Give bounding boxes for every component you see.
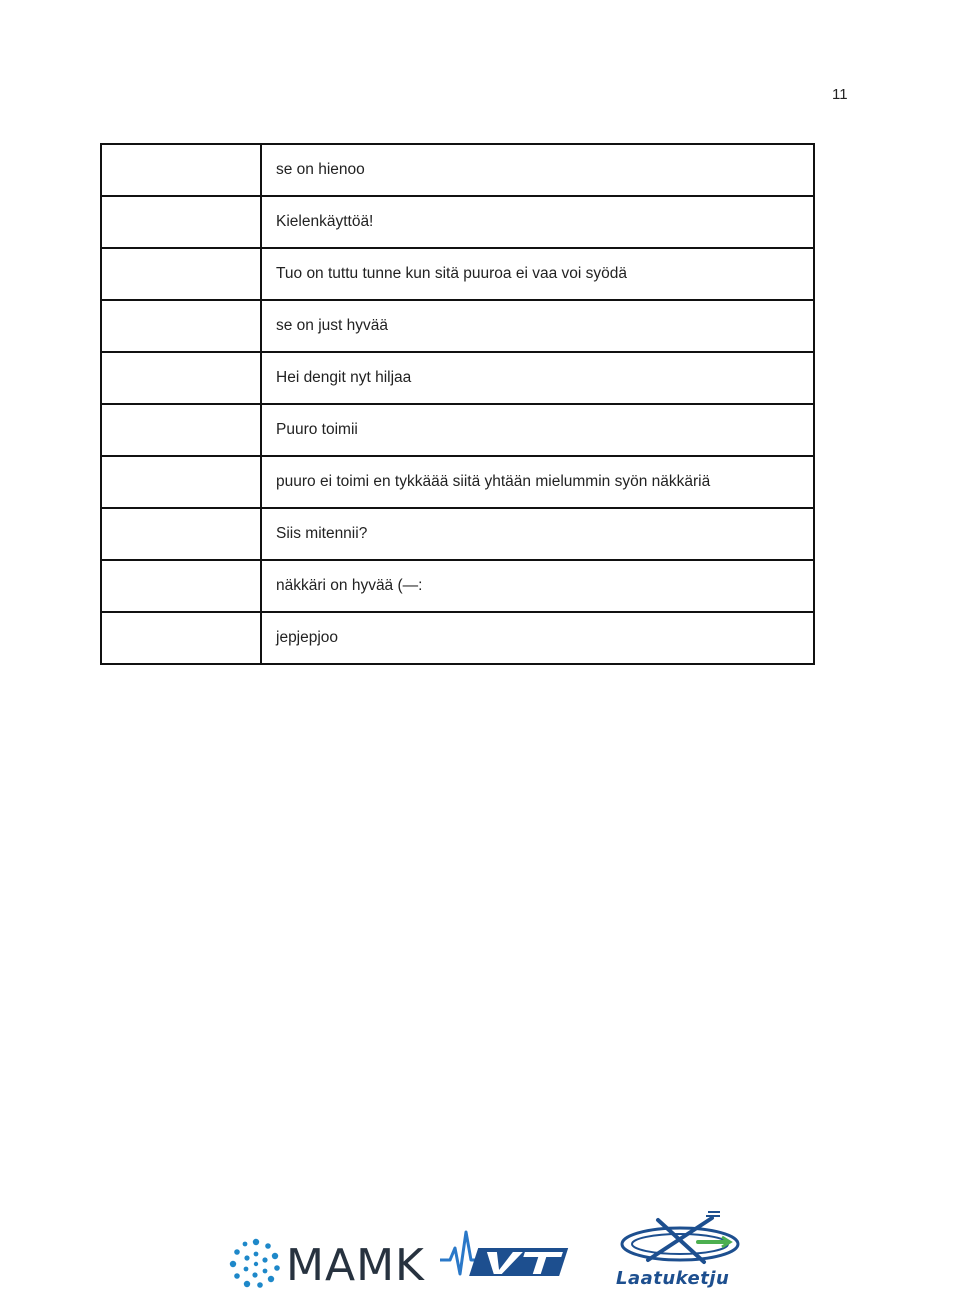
- table-row: [101, 352, 814, 404]
- row-text-cell: Tuo on tuttu tunne kun sitä puuroa ei vaa voi syödä: [261, 248, 814, 300]
- row-text-cell: puuro ei toimi en tykkäää siitä yhtään mielummin syön näkkäriä: [261, 456, 814, 508]
- page-number: 11: [832, 86, 848, 103]
- table-row: [101, 144, 814, 196]
- row-label-cell: [101, 560, 261, 612]
- table-row: [101, 248, 814, 300]
- laatuketju-logo-text: Laatuketju: [616, 1268, 730, 1289]
- table-row: [101, 508, 814, 560]
- table-row: [101, 196, 814, 248]
- row-label-cell: [101, 456, 261, 508]
- table-row: [101, 612, 814, 664]
- row-text-cell: Kielenkäyttöä!: [261, 196, 814, 248]
- mamk-logo: [228, 1232, 428, 1292]
- footer-logos: [0, 1210, 960, 1305]
- row-label-cell: [101, 248, 261, 300]
- responses-table-body: [101, 144, 814, 664]
- row-text-cell: se on just hyvää: [261, 300, 814, 352]
- row-text-cell: Puuro toimii: [261, 404, 814, 456]
- row-label-cell: [101, 300, 261, 352]
- laatuketju-logo: [608, 1210, 748, 1302]
- row-text-cell: näkkäri on hyvää (—:: [261, 560, 814, 612]
- table-row: [101, 456, 814, 508]
- table-row: [101, 404, 814, 456]
- row-text-cell: Hei dengit nyt hiljaa: [261, 352, 814, 404]
- row-text-cell: jepjepjoo: [261, 612, 814, 664]
- table-row: [101, 300, 814, 352]
- vtt-mark-icon: [438, 1224, 578, 1294]
- row-label-cell: [101, 612, 261, 664]
- table-row: [101, 560, 814, 612]
- laatuketju-emblem-icon: [608, 1210, 748, 1270]
- row-label-cell: [101, 196, 261, 248]
- row-text-cell: se on hienoo: [261, 144, 814, 196]
- responses-table: [100, 143, 815, 665]
- row-label-cell: [101, 404, 261, 456]
- row-label-cell: [101, 352, 261, 404]
- mamk-logo-text: MAMK: [286, 1240, 425, 1291]
- mamk-dots-icon: [228, 1236, 284, 1292]
- row-label-cell: [101, 144, 261, 196]
- row-label-cell: [101, 508, 261, 560]
- row-text-cell: Siis mitennii?: [261, 508, 814, 560]
- vtt-logo: [438, 1224, 578, 1294]
